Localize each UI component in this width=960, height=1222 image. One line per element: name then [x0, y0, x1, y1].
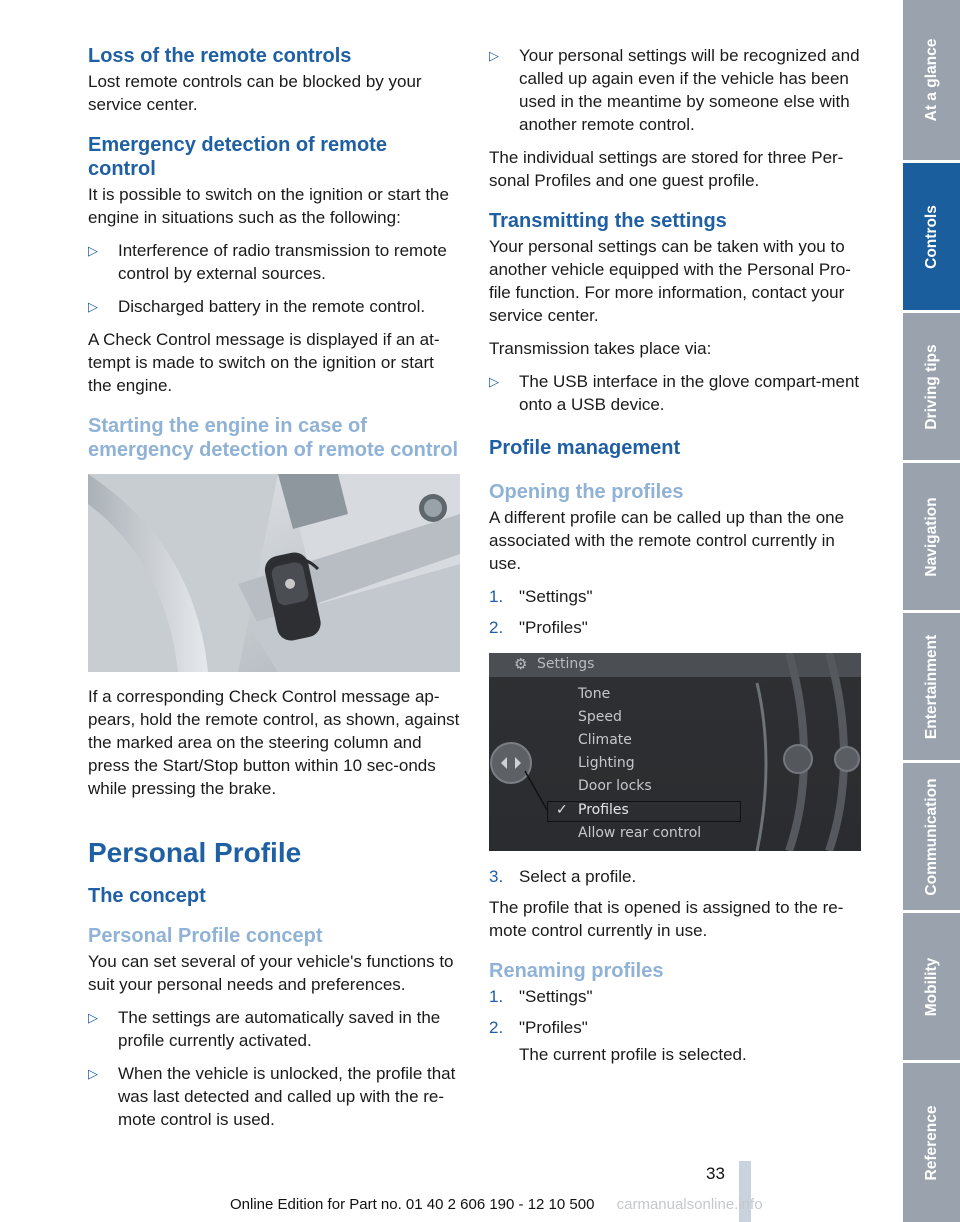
bullet-triangle-icon: ▷: [88, 1066, 98, 1081]
opening-text: A different profile can be called up than the one associated with the remote control currently in use.: [489, 508, 845, 573]
tab-driving-tips[interactable]: Driving tips: [903, 313, 960, 460]
edition-text: Online Edition for Part no. 01 40 2 606 190 - 12 10 500: [230, 1196, 595, 1213]
numbered-step: 2. "Profiles": [489, 1018, 588, 1037]
personal-profile-title: Personal Profile: [88, 837, 302, 868]
menu-item-profiles[interactable]: Profiles: [578, 802, 629, 818]
menu-item-climate[interactable]: Climate: [578, 732, 632, 748]
loss-text: Lost remote controls can be blocked by your service center.: [88, 72, 422, 114]
renaming-sub-text: The current profile is selected.: [519, 1045, 747, 1064]
menu-item-speed[interactable]: Speed: [578, 709, 622, 725]
tab-entertainment[interactable]: Entertainment: [903, 613, 960, 760]
tab-mobility[interactable]: Mobility: [903, 913, 960, 1060]
numbered-step: 1. "Settings": [489, 987, 593, 1006]
opening-profiles-heading: Opening the profiles: [489, 481, 684, 503]
bullet-item: ▷ Interference of radio transmission to remote control by external sources.: [88, 241, 447, 283]
stored-text: The individual settings are stored for three Per‐sonal Profiles and one guest profile.: [489, 148, 844, 190]
emergency-after-text: A Check Control message is displayed if an at‐tempt is made to switch on the ignition or start the engine.: [88, 330, 440, 395]
bullet-item: ▷ Your personal settings will be recognized and called up again even if the vehicle has been used in the meantime by someone else with another remote control.: [489, 46, 860, 134]
transmitting-text: Your personal settings can be taken with you to another vehicle equipped with the Personal Pro‐file function. For more information, contact your service center.: [489, 237, 851, 325]
watermark-text: carmanualsonline.info: [616, 1196, 763, 1213]
bullet-triangle-icon: ▷: [88, 243, 98, 258]
menu-item-allow-rear-control[interactable]: Allow rear control: [578, 825, 702, 841]
tab-navigation[interactable]: Navigation: [903, 463, 960, 610]
renaming-heading: Renaming profiles: [489, 960, 664, 982]
steering-column-illustration: [88, 474, 460, 672]
gear-icon: ⚙: [514, 655, 528, 673]
tab-communication[interactable]: Communication: [903, 763, 960, 910]
selection-highlight: [547, 801, 741, 822]
left-column: [88, 44, 460, 1141]
numbered-step: 2. "Profiles": [489, 618, 588, 637]
numbered-step: 3. Select a profile.: [489, 867, 637, 886]
menu-item-door-locks[interactable]: Door locks: [578, 778, 652, 794]
starting-text: If a corresponding Check Control message ap‐pears, hold the remote control, as shown, against the marked area on the steering column and press the Start/Stop button within 10 sec‐onds while pressing the brake.: [88, 687, 460, 798]
right-column: [489, 44, 861, 1076]
bullet-item: ▷ The USB interface in the glove compart‐ment onto a USB device.: [489, 372, 860, 414]
menu-item-tone[interactable]: Tone: [578, 686, 611, 702]
starting-heading: Starting the engine in case of emergency detection of remote control: [88, 415, 459, 461]
bullet-triangle-icon: ▷: [88, 299, 98, 314]
profile-management-heading: Profile management: [489, 437, 681, 459]
bullet-triangle-icon: ▷: [88, 1010, 98, 1025]
concept-subheading: Personal Profile concept: [88, 925, 323, 947]
transmitting-via: Transmission takes place via:: [489, 339, 712, 358]
emergency-text: It is possible to switch on the ignition or start the engine in situations such as the following:: [88, 185, 449, 227]
bullet-item: ▷ The settings are automatically saved in the profile currently activated.: [88, 1008, 441, 1050]
idrive-settings-screen: [489, 653, 861, 851]
numbered-step: 1. "Settings": [489, 587, 593, 606]
tab-controls[interactable]: Controls: [903, 163, 960, 310]
check-icon: ✓: [556, 802, 568, 818]
tab-reference[interactable]: Reference: [903, 1063, 960, 1222]
profile-assigned-text: The profile that is opened is assigned to the re‐mote control currently in use.: [489, 898, 844, 940]
screen-title: Settings: [537, 656, 595, 672]
page-number: 33: [706, 1164, 725, 1183]
bullet-triangle-icon: ▷: [489, 374, 499, 389]
loss-heading: Loss of the remote controls: [88, 45, 352, 67]
menu-item-lighting[interactable]: Lighting: [578, 755, 635, 771]
bullet-triangle-icon: ▷: [489, 48, 499, 63]
chapter-sidebar: [903, 0, 960, 1222]
emergency-heading: Emergency detection of remote control: [88, 134, 387, 180]
bullet-item: ▷ When the vehicle is unlocked, the profile that was last detected and called up with the re‐mote control is used.: [88, 1064, 456, 1129]
footer-edition: [230, 1196, 763, 1213]
tab-at-a-glance[interactable]: At a glance: [903, 0, 960, 160]
concept-heading: The concept: [88, 885, 206, 907]
concept-text: You can set several of your vehicle's functions to suit your personal needs and preferences.: [88, 952, 454, 994]
bullet-item: ▷ Discharged battery in the remote control.: [88, 297, 426, 316]
transmitting-heading: Transmitting the settings: [489, 210, 727, 232]
